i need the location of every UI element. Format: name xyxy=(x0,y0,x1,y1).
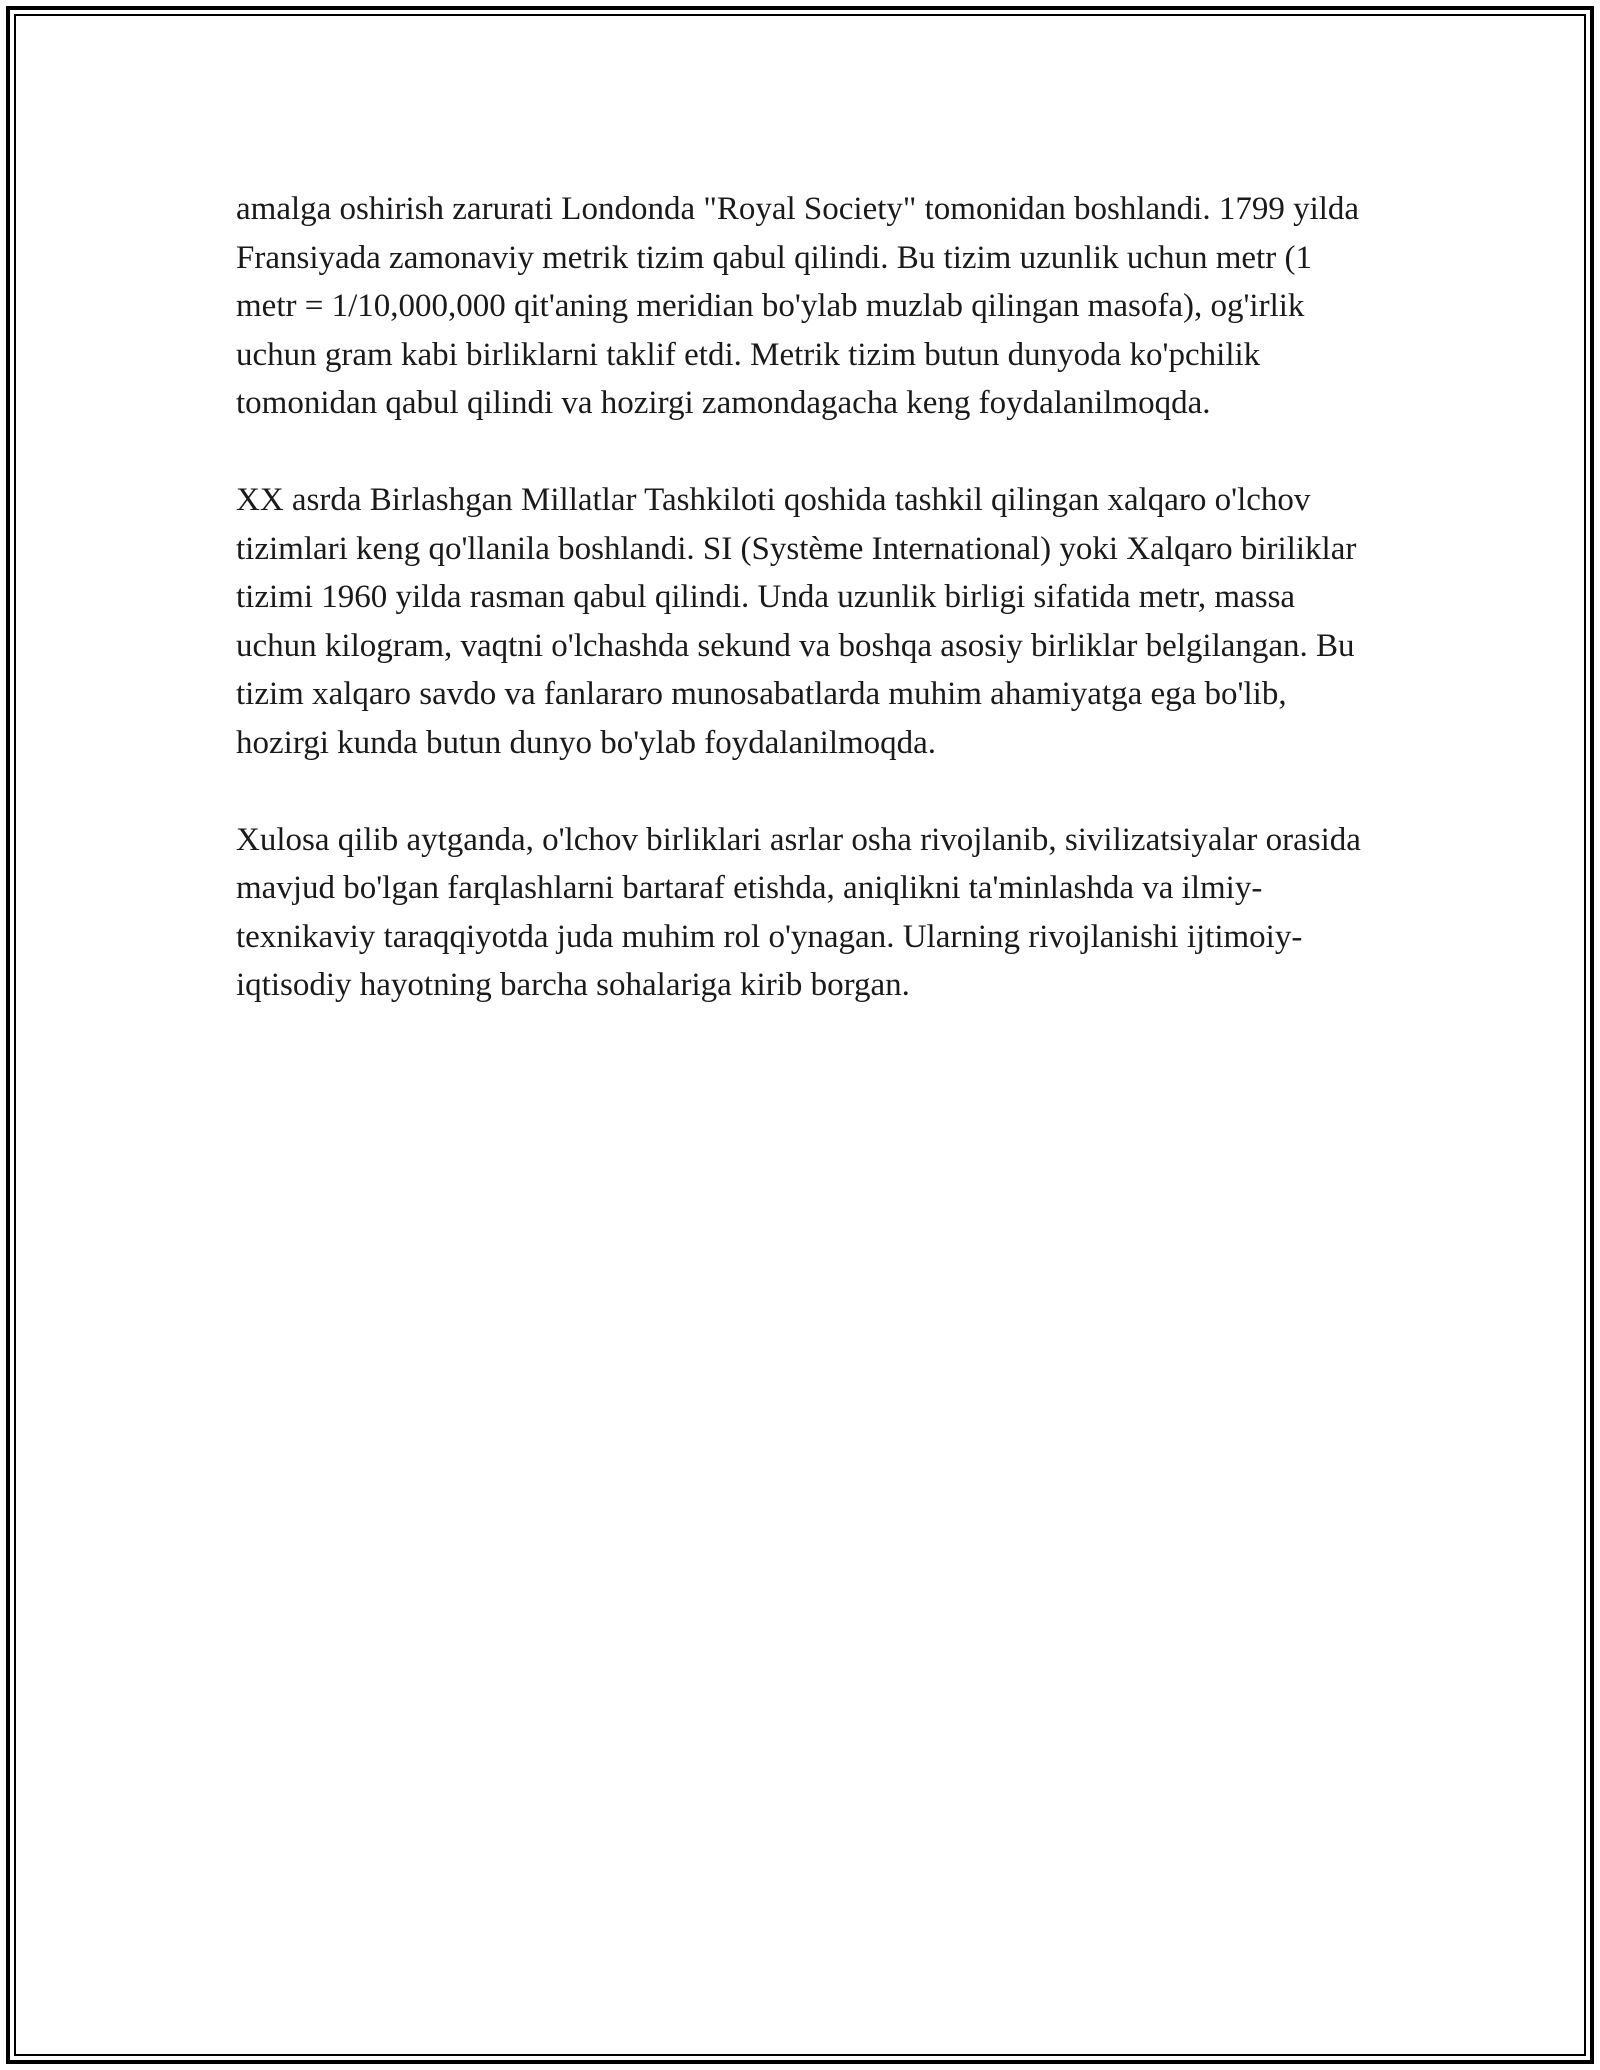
paragraph-metric-system: amalga oshirish zarurati Londonda "Royal Society" tomonidan boshlandi. 1799 yilda Fransiyada zamonaviy metrik tizim qabul qilindi. Bu tizim uzunlik uchun metr (1 metr = 1/10,000,000 qit'aning meridian bo'ylab muzlab qilingan masofa), og'irlik uchun gram kabi birliklarni taklif etdi. Metrik tizim butun dunyoda ko'pchilik tomonidan qabul qilindi va hozirgi zamondagacha keng foydalanilmoqda. xyxy=(236,191,1360,421)
document-body xyxy=(236,185,1366,1058)
paragraph-conclusion: Xulosa qilib aytganda, o'lchov birliklari asrlar osha rivojlanib, sivilizatsiyalar orasida mavjud bo'lgan farqlashlarni bartaraf etishda, aniqlikni ta'minlashda va ilmiy-texnikaviy taraqqiyotda juda muhim rol o'ynagan. Ularning rivojlanishi ijtimoiy-iqtisodiy hayotning barcha sohalariga kirib borgan. xyxy=(236,821,1361,1003)
paragraph-si-system: XX asrda Birlashgan Millatlar Tashkiloti qoshida tashkil qilingan xalqaro o'lchov tizimlari keng qo'llanila boshlandi. SI (Système International) yoki Xalqaro biriliklar tizimi 1960 yilda rasman qabul qilindi. Unda uzunlik birligi sifatida metr, massa uchun kilogram, vaqtni o'lchashda sekund va boshqa asosiy birliklar belgilangan. Bu tizim xalqaro savdo va fanlararo munosabatlarda muhim ahamiyatga ega bo'lib, hozirgi kunda butun dunyo bo'ylab foydalanilmoqda. xyxy=(236,482,1357,761)
